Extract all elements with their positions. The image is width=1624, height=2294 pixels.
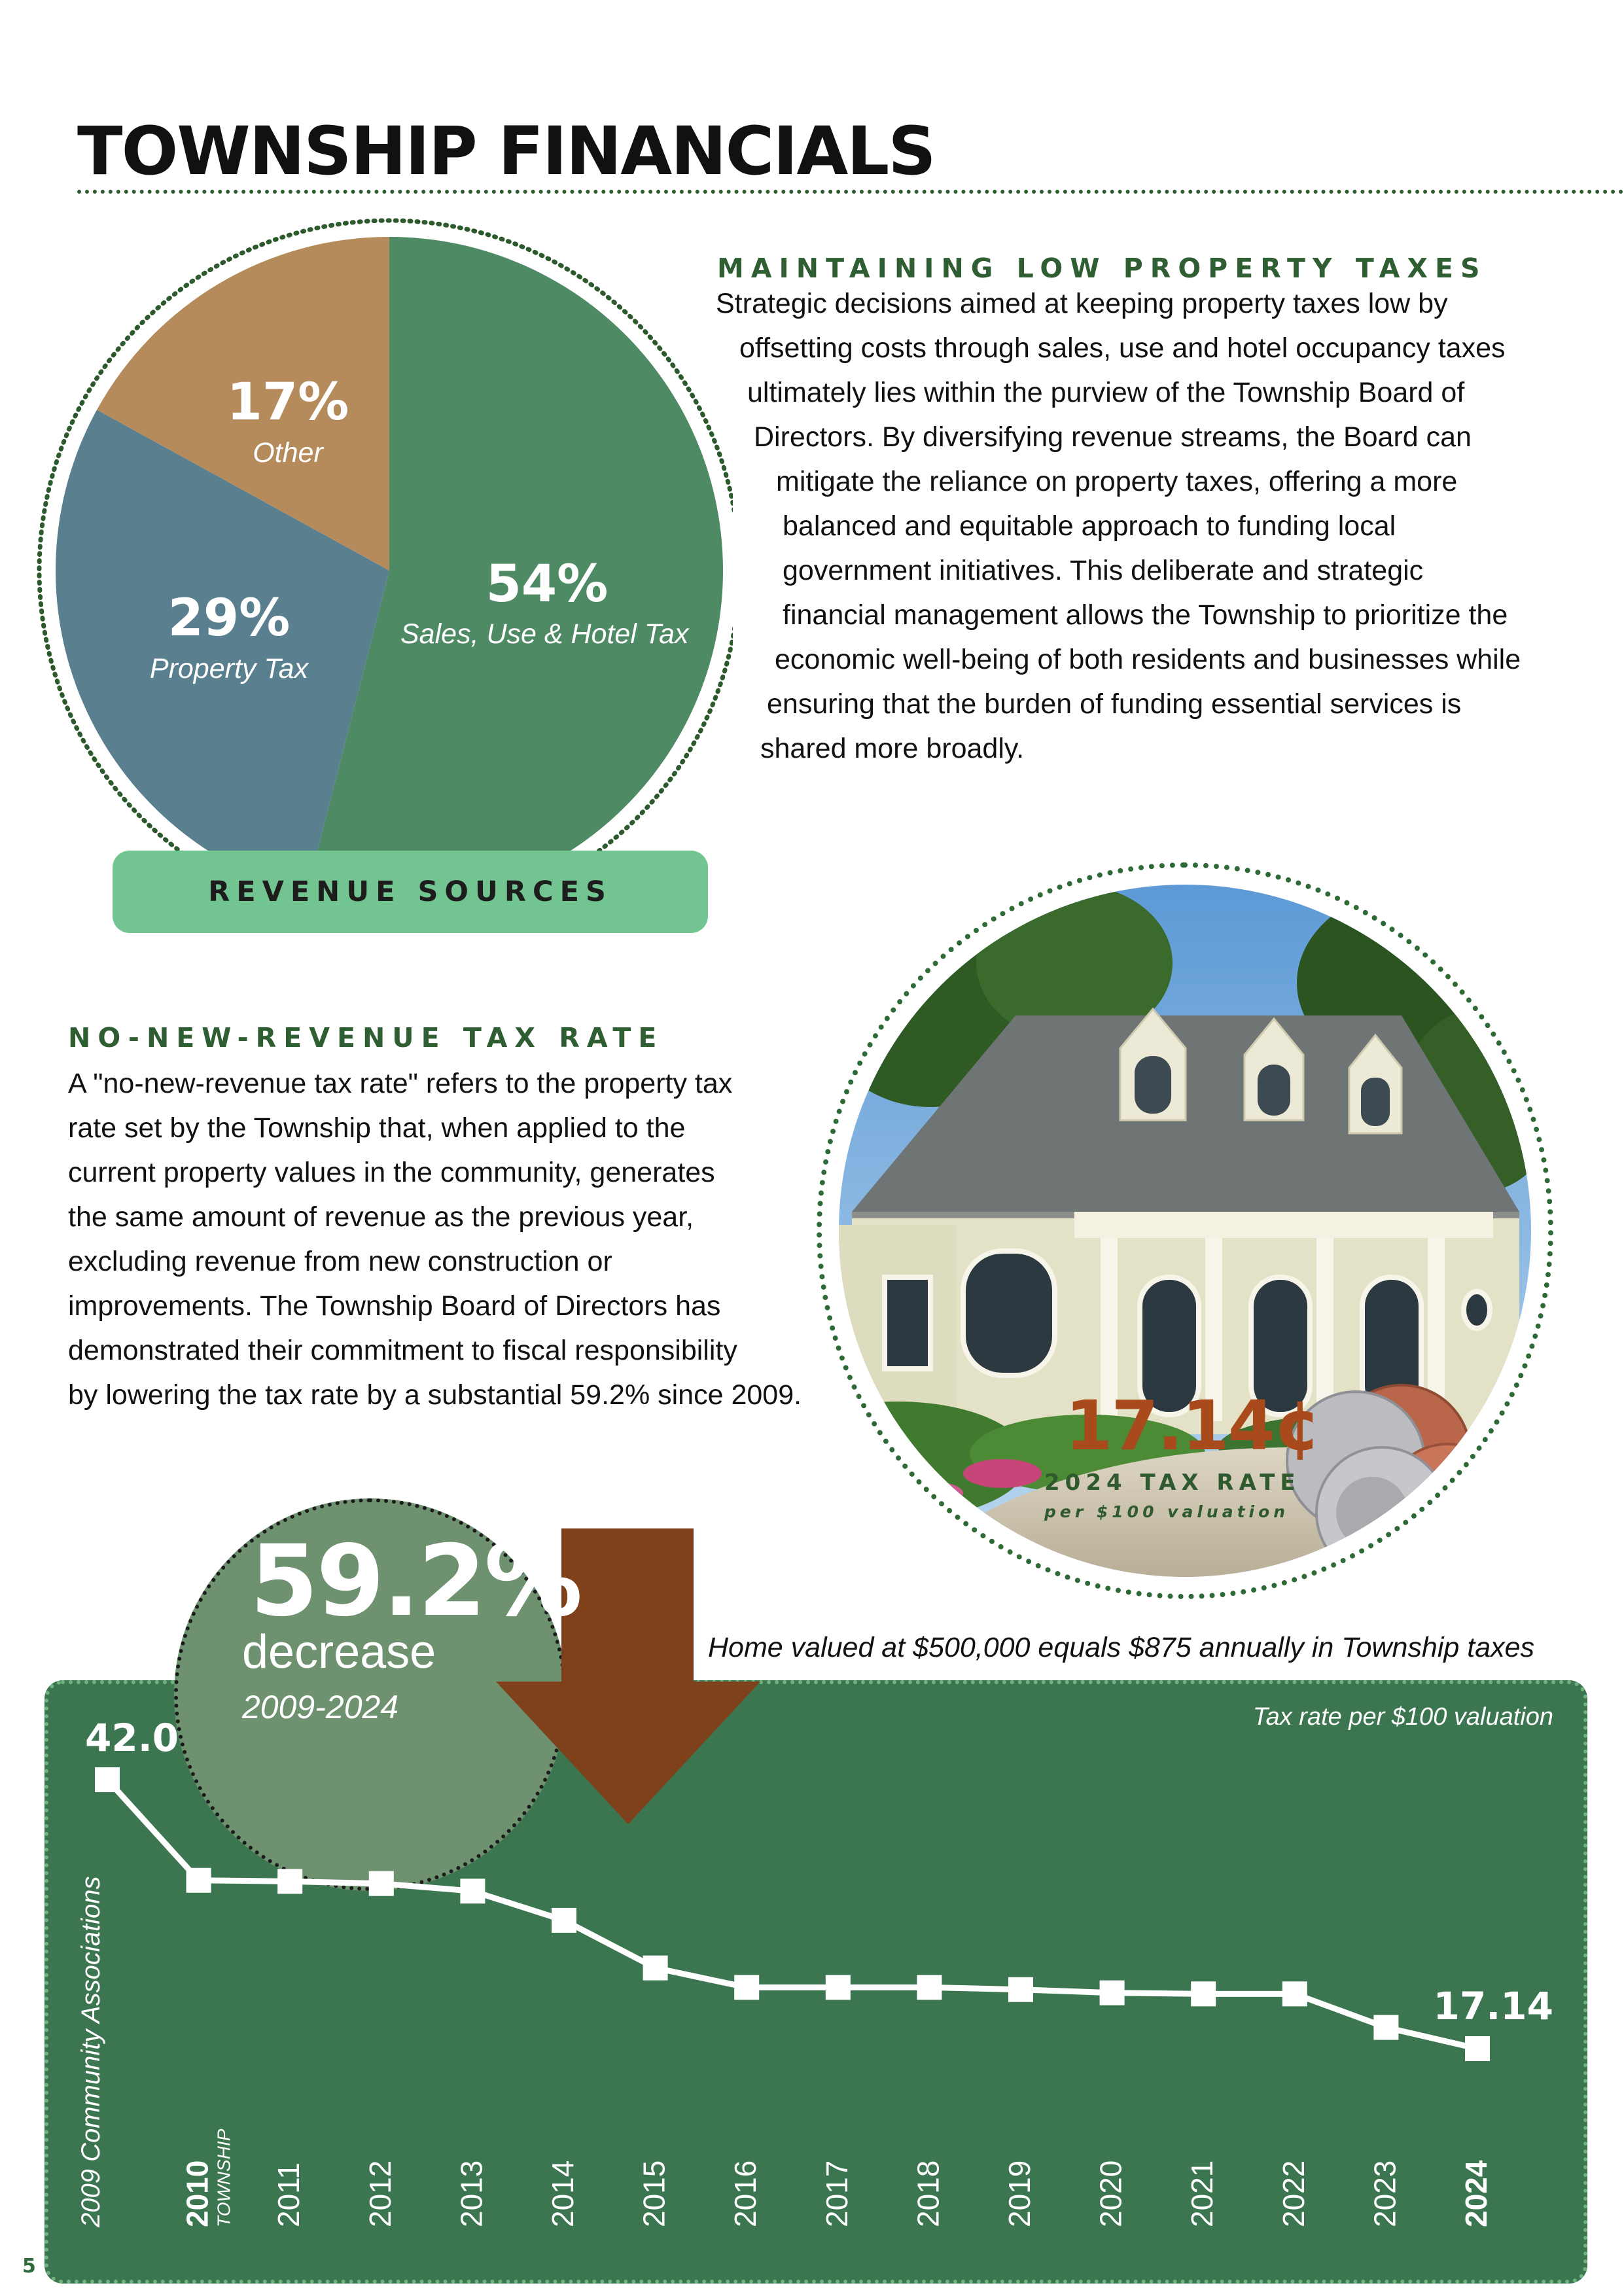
pie-pct-sales: 54% [485, 555, 609, 614]
x-tick-2022: 2022 [1276, 2160, 1311, 2227]
x-tick-2012: 2012 [362, 2160, 397, 2227]
data-point-2018 [917, 1975, 942, 2000]
low-taxes-line: government initiatives. This deliberate and strategic [783, 555, 1424, 586]
decrease-word: decrease [242, 1626, 436, 1678]
title-divider [77, 190, 1624, 194]
page-number: 5 [22, 2255, 36, 2278]
low-taxes-line: ensuring that the burden of funding essential services is [767, 688, 1462, 720]
x-tick-2013: 2013 [454, 2160, 489, 2227]
data-point-2016 [734, 1975, 759, 2000]
low-taxes-line: mitigate the reliance on property taxes, offering a more [776, 466, 1458, 497]
no-new-revenue-line: the same amount of revenue as the previous year, [68, 1201, 694, 1233]
tax-rate-value: 17.14¢ [1065, 1386, 1320, 1466]
data-point-2014 [552, 1908, 576, 1933]
low-taxes-line: Directors. By diversifying revenue streams, the Board can [754, 421, 1472, 453]
data-point-2023 [1373, 2015, 1398, 2040]
x-tick-2010: 2010 [180, 2160, 215, 2227]
data-point-2011 [277, 1869, 302, 1894]
data-point-2020 [1100, 1981, 1125, 2005]
no-new-revenue-line: excluding revenue from new construction or [68, 1246, 612, 1277]
home-value-note: Home valued at $500,000 equals $875 annually in Township taxes [708, 1632, 1535, 1663]
x-tick-2017: 2017 [819, 2160, 854, 2227]
low-taxes-heading: MAINTAINING LOW PROPERTY TAXES [717, 253, 1487, 284]
no-new-revenue-heading: NO-NEW-REVENUE TAX RATE [68, 1022, 664, 1053]
data-point-2012 [369, 1871, 394, 1896]
pie-label-property: Property Tax [149, 653, 309, 684]
x-tick-2015: 2015 [637, 2160, 671, 2227]
x-tick-2021: 2021 [1185, 2160, 1220, 2227]
low-taxes-line: economic well-being of both residents and businesses while [775, 644, 1521, 675]
no-new-revenue-line: current property values in the community, generates [68, 1157, 715, 1188]
tax-rate-series-line [107, 1780, 1477, 2049]
no-new-revenue-line: by lowering the tax rate by a substantial 59.2% since 2009. [68, 1379, 802, 1411]
low-taxes-line: balanced and equitable approach to funding local [783, 510, 1396, 542]
no-new-revenue-line: improvements. The Township Board of Directors has [68, 1290, 721, 1322]
pie-label-other: Other [253, 437, 323, 468]
no-new-revenue-line: A "no-new-revenue tax rate" refers to the property tax [68, 1068, 733, 1099]
tax-rate-sublabel: per $100 valuation [1044, 1502, 1290, 1521]
no-new-revenue-line: demonstrated their commitment to fiscal responsibility [68, 1335, 737, 1366]
low-taxes-line: financial management allows the Township to prioritize the [783, 599, 1508, 631]
page-title: TOWNSHIP FINANCIALS [77, 113, 935, 190]
low-taxes-line: offsetting costs through sales, use and hotel occupancy taxes [739, 332, 1506, 364]
tax-rate-line-chart [44, 1680, 1587, 2284]
revenue-sources-label: REVENUE SOURCES [208, 875, 612, 908]
pie-pct-other: 17% [226, 373, 349, 432]
revenue-sources-pill [113, 851, 708, 933]
data-point-2024 [1465, 2036, 1490, 2061]
x-tick-2020: 2020 [1093, 2160, 1128, 2227]
data-point-2021 [1191, 1981, 1216, 2006]
data-label-first: 42.0 [85, 1716, 179, 1760]
x-tick-2009: 2009 Community Associations [77, 1876, 105, 2227]
x-tick-2019: 2019 [1002, 2160, 1036, 2227]
data-point-2009 [95, 1767, 120, 1792]
x-tick-2010-sub: TOWNSHIP [213, 2128, 234, 2227]
x-tick-2014: 2014 [546, 2160, 580, 2227]
data-point-2019 [1008, 1977, 1033, 2002]
revenue-pie-chart [26, 209, 733, 916]
data-label-last: 17.14 [1433, 1984, 1553, 2028]
decrease-percent: 59.2% [250, 1525, 581, 1638]
low-taxes-line: Strategic decisions aimed at keeping property taxes low by [716, 288, 1448, 319]
x-tick-2016: 2016 [728, 2160, 763, 2227]
data-point-2013 [460, 1879, 485, 1903]
tax-rate-label: 2024 TAX RATE [1044, 1470, 1301, 1496]
data-point-2015 [643, 1956, 668, 1981]
pie-label-sales: Sales, Use & Hotel Tax [400, 618, 689, 650]
x-tick-2018: 2018 [911, 2160, 945, 2227]
x-tick-2023: 2023 [1368, 2160, 1402, 2227]
low-taxes-line: shared more broadly. [760, 733, 1025, 764]
x-tick-2011: 2011 [272, 2162, 306, 2227]
pie-pct-property: 29% [168, 589, 291, 648]
decrease-years: 2009-2024 [242, 1689, 399, 1725]
data-point-2022 [1282, 1981, 1307, 2006]
low-taxes-line: ultimately lies within the purview of the Township Board of [747, 377, 1465, 408]
x-tick-2024: 2024 [1459, 2160, 1493, 2227]
chart-subtitle: Tax rate per $100 valuation [1252, 1703, 1553, 1731]
no-new-revenue-line: rate set by the Township that, when applied to the [68, 1112, 686, 1144]
data-point-2017 [826, 1975, 851, 2000]
data-point-2010 [186, 1868, 211, 1893]
